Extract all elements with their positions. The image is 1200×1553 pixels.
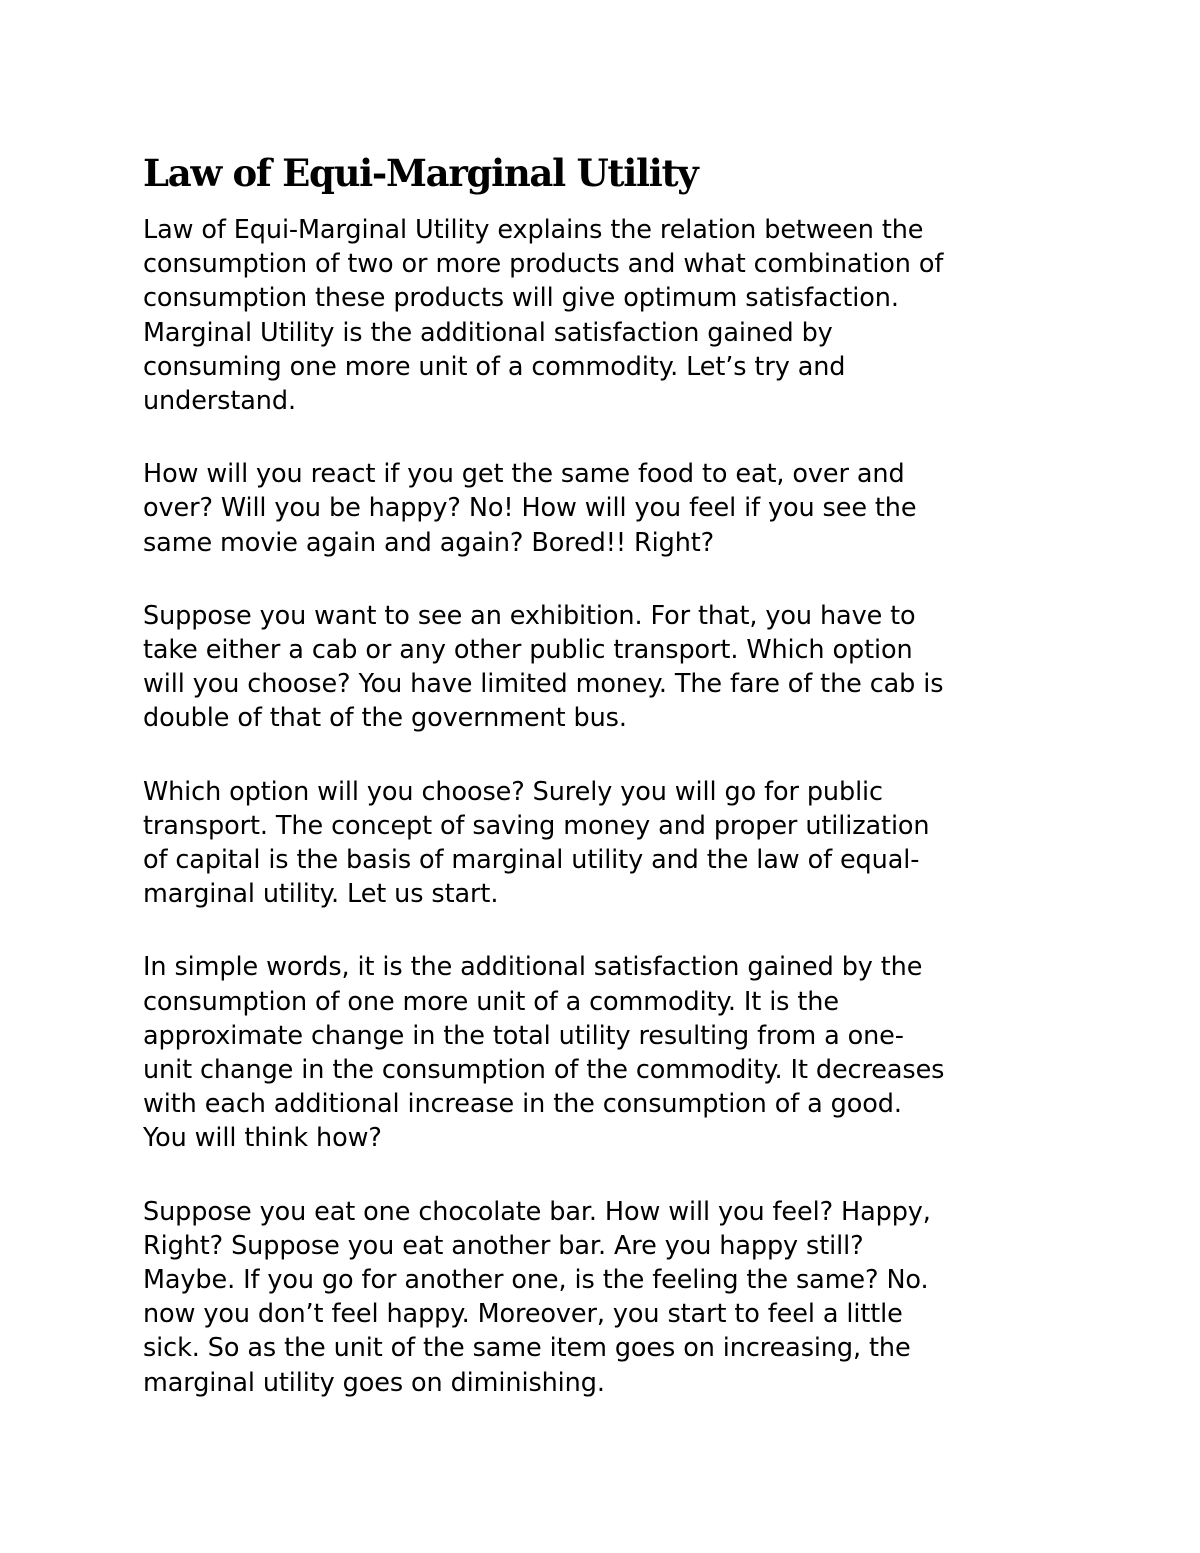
paragraph-transport-choice: Which option will you choose? Surely you will go for public transport. The concept of saving money and proper utilization of capital is the basis of marginal utility and the law of equal- marginal utility. Let us start. bbox=[143, 776, 930, 910]
paragraph-food-example: How will you react if you get the same food to eat, over and over? Will you be happy? No! How will you feel if you see the same movie again and again? Bored!! Right? bbox=[143, 459, 917, 558]
document-title: Law of Equi-Marginal Utility bbox=[143, 151, 698, 195]
paragraph-exhibition-example: Suppose you want to see an exhibition. For that, you have to take either a cab or any other public transport. Which option will you choose? You have limited money. The fare of the cab is double of that of the government bus. bbox=[143, 600, 944, 734]
paragraph-chocolate-example: Suppose you eat one chocolate bar. How will you feel? Happy, Right? Suppose you eat another bar. Are you happy still? Maybe. If you go for another one, is the feeling the same? No. now you don’t feel happy. Moreover, you start to feel a little sick. So as the unit of the same item goes on increasing, the marginal utility goes on diminishing. bbox=[143, 1196, 931, 1398]
document-body bbox=[143, 148, 1063, 1439]
paragraph-intro: Law of Equi-Marginal Utility explains the relation between the consumption of two or more products and what combination of consumption these products will give optimum satisfaction. Marginal Utility is the additional satisfaction gained by consuming one more unit of a commodity. Let’s try and understand. bbox=[143, 215, 944, 417]
paragraph-definition: In simple words, it is the additional satisfaction gained by the consumption of one more unit of a commodity. It is the approximate change in the total utility resulting from a one- unit change in the consumption of the commodity. It decreases with each additional increase in the consumption of a good. You will think how? bbox=[143, 952, 945, 1154]
